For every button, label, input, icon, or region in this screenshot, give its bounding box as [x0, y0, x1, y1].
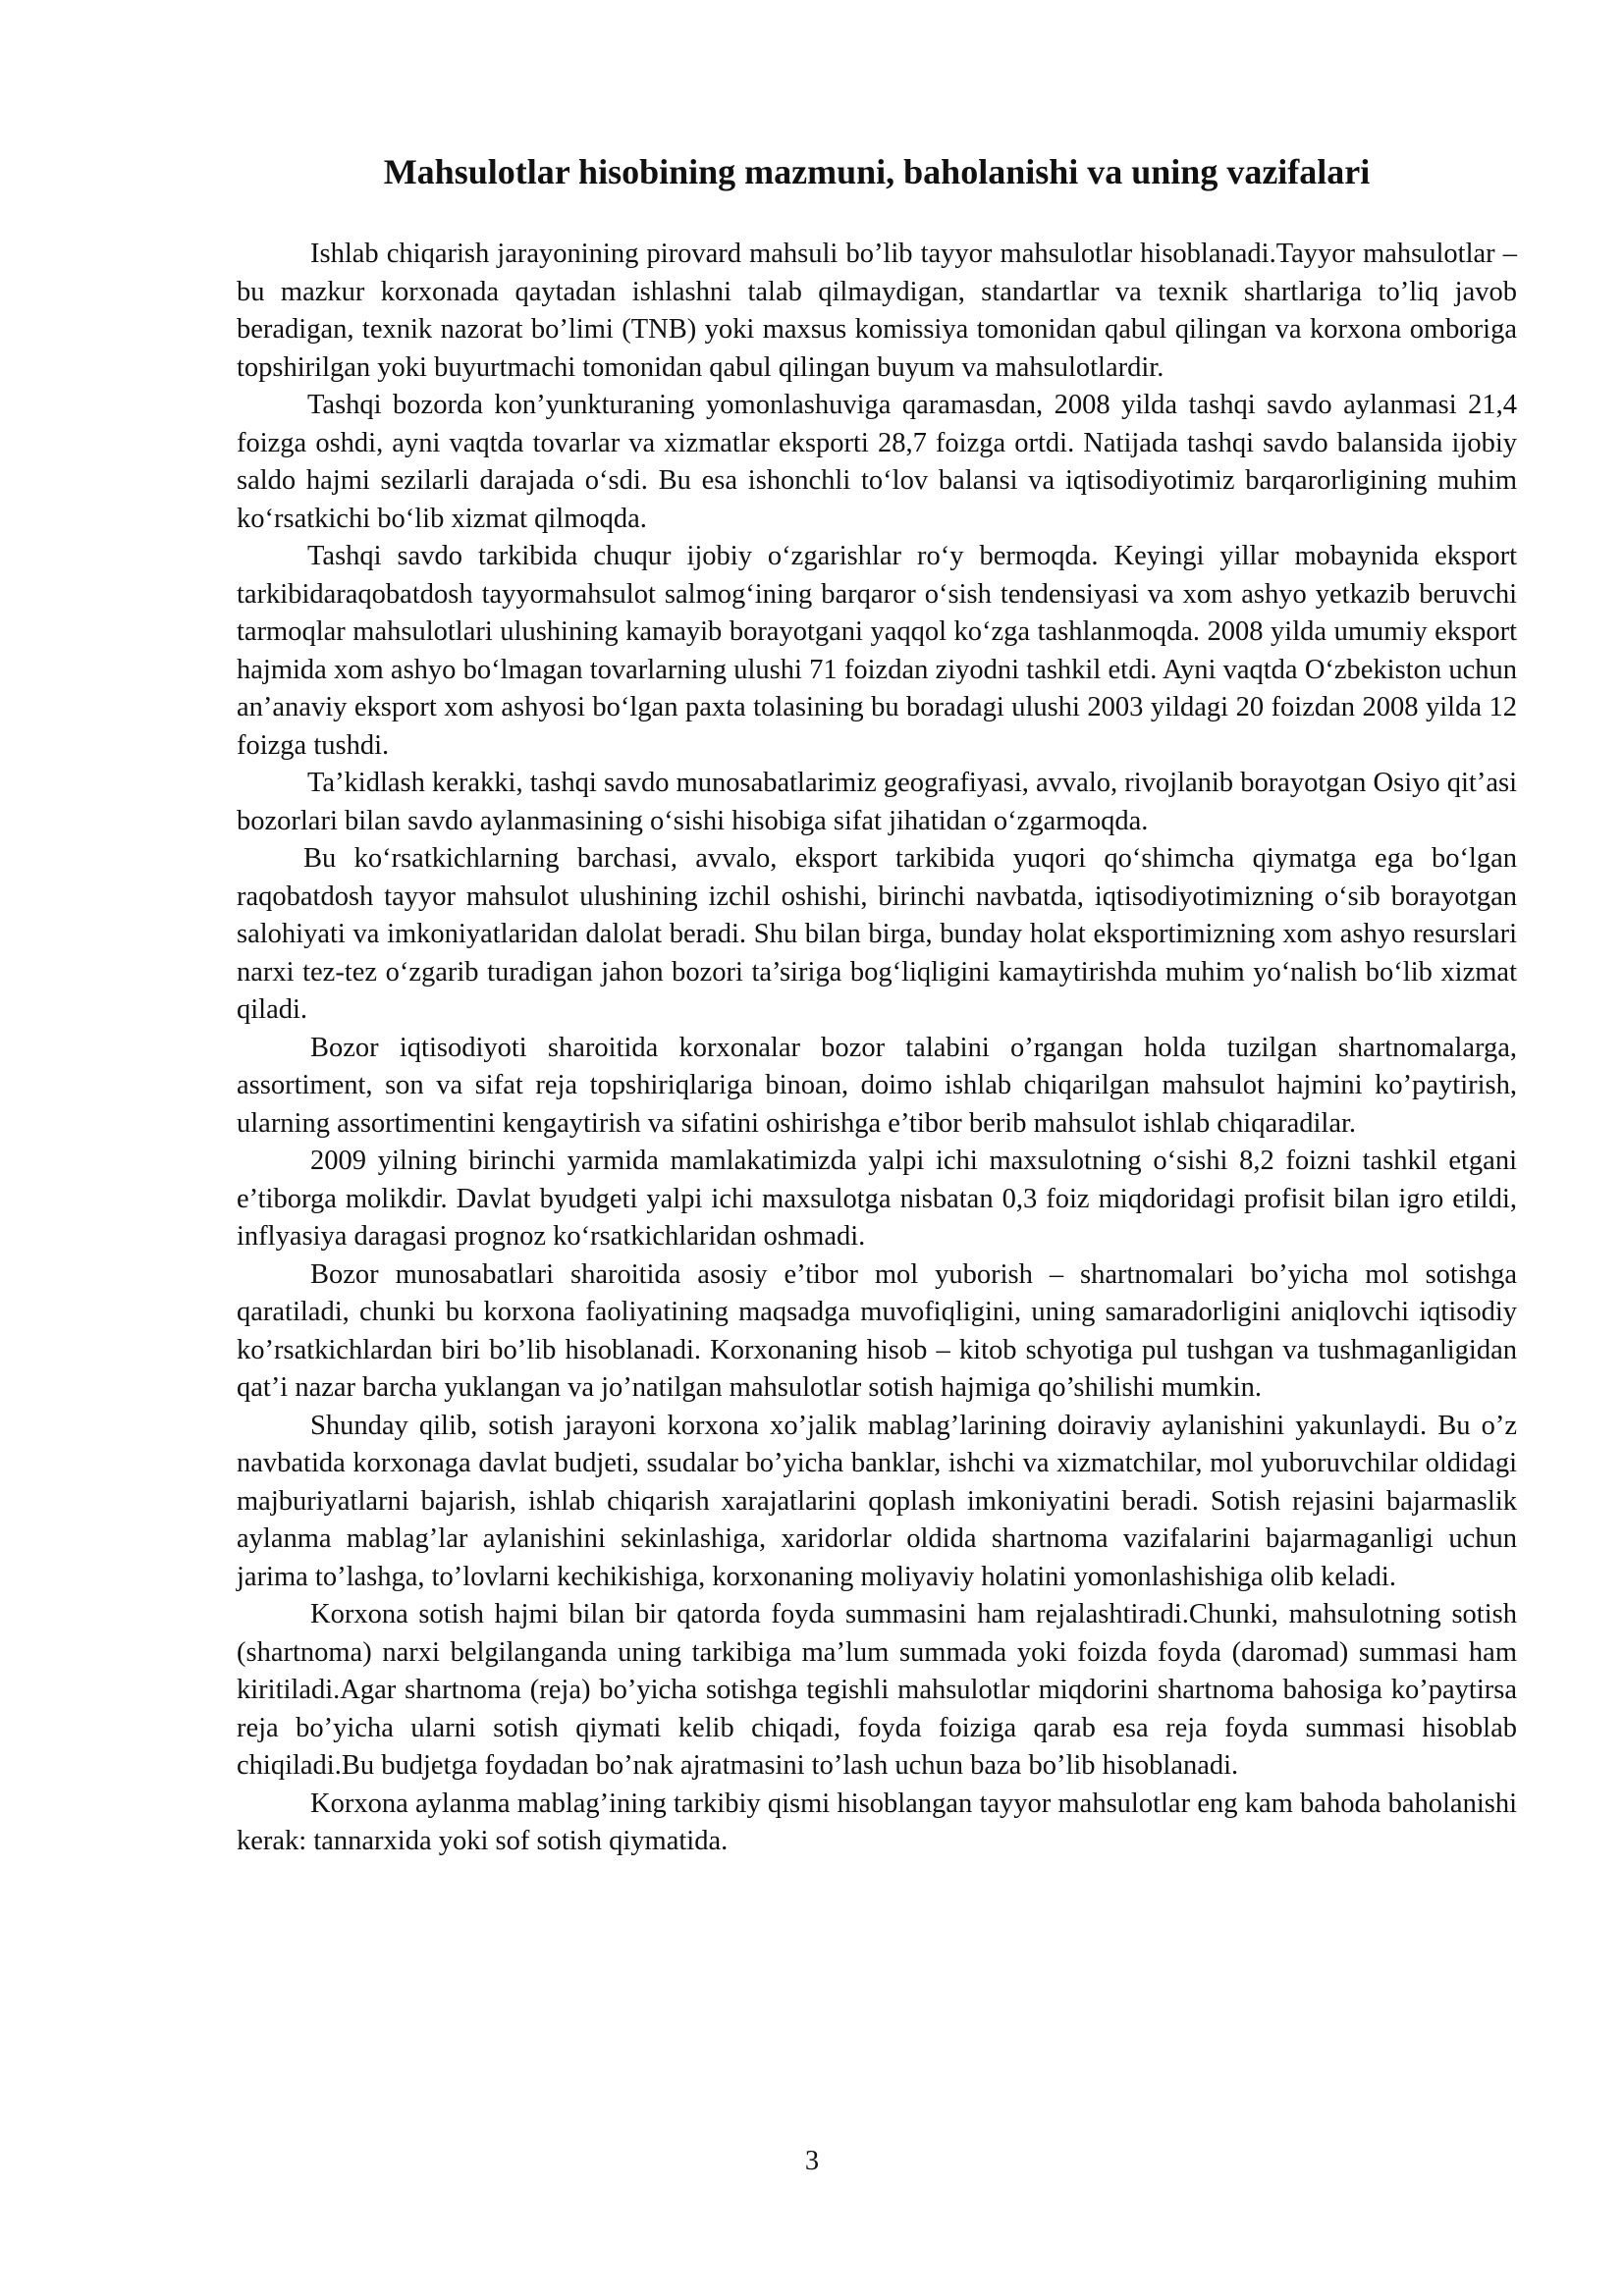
document-page: [237, 147, 1517, 1861]
paragraph-trade-geography: Ta’kidlash kerakki, tashqi savdo munosabatlarimiz geografiyasi, avvalo, rivojlanib borayotgan Osiyo qit’asi bozorlari bilan savdo aylanmasining o‘sishi hisobiga sifat jihatidan o‘zgarmoqda.: [237, 768, 1517, 836]
paragraph-gdp-growth-2009: 2009 yilning birinchi yarmida mamlakatimizda yalpi ichi maxsulotning o‘sishi 8,2 foizni tashkil etgani e’tiborga molikdir. Davlat byudgeti yalpi ichi maxsulotga nisbatan 0,3 foiz miqdoridagi profisit bilan igro etildi, inflyasiya daragasi prognoz ko‘rsatkichlaridan oshmadi.: [237, 1146, 1517, 1252]
page-number: 3: [804, 2146, 820, 2176]
paragraph-profit-planning: Korxona sotish hajmi bilan bir qatorda foyda summasini ham rejalashtiradi.Chunki, mahsulotning sotish (shartnoma) narxi belgilanganda uning tarkibiga ma’lum summada yoki foizda foyda (daromad) summasi ham kiritiladi.Agar shartnoma (reja) bo’yicha sotishga tegishli mahsulotlar miqdorini shartnoma bahosiga ko’paytirsa reja bo’yicha ularni sotish qiymati kelib chiqadi, foyda foiziga qarab esa reja foyda summasi hisoblab chiqiladi.Bu budjetga foydadan bo’nak ajratmasini to’lash uchun baza bo’lib hisoblanadi.: [237, 1599, 1517, 1781]
paragraph-foreign-trade-turnover: Tashqi bozorda kon’yunkturaning yomonlashuviga qaramasdan, 2008 yilda tashqi savdo aylanmasi 21,4 foizga oshdi, ayni vaqtda tovarlar va xizmatlar eksporti 28,7 foizga ortdi. Natijada tashqi savdo balansida ijobiy saldo hajmi sezilarli darajada o‘sdi. Bu esa ishonchli to‘lov balansi va iqtisodiyotimiz barqarorligining muhim ko‘rsatkichi bo‘lib xizmat qilmoqda.: [237, 390, 1517, 534]
paragraph-finished-products-definition: Ishlab chiqarish jarayonining pirovard mahsuli bo’lib tayyor mahsulotlar hisoblanadi.Tayyor mahsulotlar – bu mazkur korxonada qaytadan ishlashni talab qilmaydigan, standartlar va texnik shartlariga to’liq javob beradigan, texnik nazorat bo’limi (TNB) yoki maxsus komissiya tomonidan qabul qilingan va korxona omboriga topshirilgan yoki buyurtmachi tomonidan qabul qilingan buyum va mahsulotlardir.: [237, 239, 1517, 383]
paragraph-foreign-trade-structure: Tashqi savdo tarkibida chuqur ijobiy o‘zgarishlar ro‘y bermoqda. Keyingi yillar mobaynida eksport tarkibidaraqobatdosh tayyormahsulot salmog‘ining barqaror o‘sish tendensiyasi va xom ashyo yetkazib beruvchi tarmoqlar mahsulotlari ulushining kamayib borayotgani yaqqol ko‘zga tashlanmoqda. 2008 yilda umumiy eksport hajmida xom ashyo bo‘lmagan tovarlarning ulushi 71 foizdan ziyodni tashkil etdi. Ayni vaqtda O‘zbekiston uchun an’anaviy eksport xom ashyosi bo‘lgan paxta tolasining bu boradagi ulushi 2003 yildagi 20 foizdan 2008 yilda 12 foizga tushdi.: [237, 541, 1517, 761]
paragraph-sales-process: Shunday qilib, sotish jarayoni korxona xo’jalik mablag’larining doiraviy aylanishini yakunlaydi. Bu o’z navbatida korxonaga davlat budjeti, ssudalar bo’yicha banklar, ishchi va xizmatchilar, mol yuboruvchilar oldidagi majburiyatlarni bajarish, ishlab chiqarish xarajatlarini qoplash imkoniyatini beradi. Sotish rejasini bajarmaslik aylanma mablag’lar aylanishini sekinlashiga, xaridorlar oldida shartnoma vazifalarini bajarmaganligi uchun jarima to’lashga, to’lovlarni kechikishiga, korxonaning moliyaviy holatini yomonlashishiga olib keladi.: [237, 1410, 1517, 1592]
paragraph-valuation: Korxona aylanma mablag’ining tarkibiy qismi hisoblangan tayyor mahsulotlar eng kam bahoda baholanishi kerak: tannarxida yoki sof sotish qiymatida.: [237, 1788, 1517, 1856]
paragraph-sales-contracts: Bozor munosabatlari sharoitida asosiy e’tibor mol yuborish – shartnomalari bo’yicha mol sotishga qaratiladi, chunki bu korxona faoliyatining maqsadga muvofiqligini, uning samaradorligini aniqlovchi iqtisodiy ko’rsatkichlardan biri bo’lib hisoblanadi. Korxonaning hisob – kitob schyotiga pul tushgan va tushmaganligidan qat’i nazar barcha yuklangan va jo’natilgan mahsulotlar sotish hajmiga qo’shilishi mumkin.: [237, 1258, 1517, 1403]
paragraph-market-economy-production: Bozor iqtisodiyoti sharoitida korxonalar bozor talabini o’rgangan holda tuzilgan shartnomalarga, assortiment, son va sifat reja topshiriqlariga binoan, doimo ishlab chiqarilgan mahsulot hajmini ko’paytirish, ularning assortimentini kengaytirish va sifatini oshirishga e’tibor berib mahsulot ishlab chiqaradilar.: [237, 1032, 1517, 1139]
document-title: Mahsulotlar hisobining mazmuni, baholanishi va uning vazifalari: [383, 152, 1371, 191]
paragraph-export-indicators: Bu ko‘rsatkichlarning barchasi, avvalo, eksport tarkibida yuqori qo‘shimcha qiymatga ega bo‘lgan raqobatdosh tayyor mahsulot ulushining izchil oshishi, birinchi navbatda, iqtisodiyotimizning o‘sib borayotgan salohiyati va imkoniyatlaridan dalolat beradi. Shu bilan birga, bunday holat eksportimizning xom ashyo resurslari narxi tez-tez o‘zgarib turadigan jahon bozori ta’siriga bog‘liqligini kamaytirishda muhim yo‘nalish bo‘lib xizmat qiladi.: [237, 843, 1517, 1025]
